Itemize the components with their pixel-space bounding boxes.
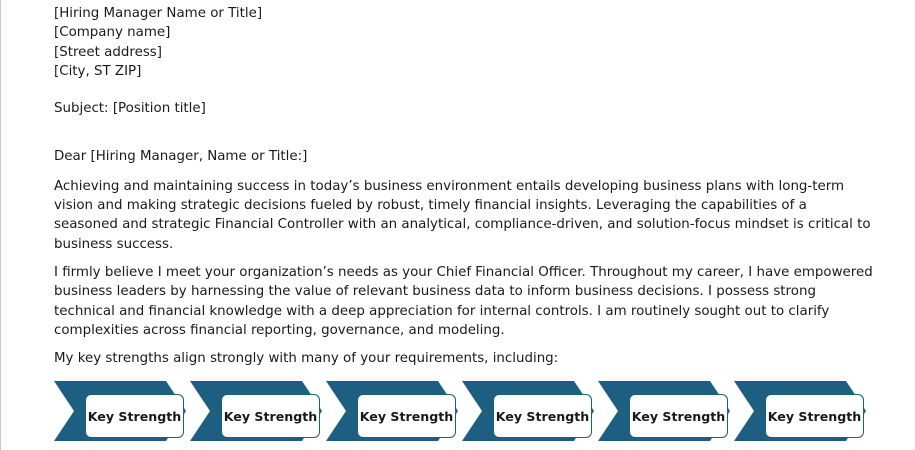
recipient-company[interactable]: [Company name] [54,25,171,41]
key-strength-item[interactable] [190,381,322,441]
key-strength-item[interactable] [54,381,186,441]
salutation[interactable]: Dear [Hiring Manager, Name or Title:] [54,149,308,165]
paragraph-1[interactable]: Achieving and maintaining success in today’s business environment entails developing business plans with long-term vision and making strategic decisions fueled by robust, timely financial insights. Leveraging the capabilities of a seasoned and strategic Financial Controller with an analytical, compliance-driven, and solution-focus mindset is critical to business success. [54,178,871,252]
recipient-street[interactable]: [Street address] [54,44,163,60]
strengths-intro[interactable]: My key strengths align strongly with many of your requirements, including: [54,351,559,367]
page-left-edge [0,0,1,450]
recipient-city[interactable]: [City, ST ZIP] [54,63,142,79]
key-strength-item[interactable] [598,381,730,441]
key-strengths-row [54,381,874,441]
key-strength-label[interactable]: Key Strength [85,394,184,438]
key-strength-label[interactable]: Key Strength [493,394,592,438]
key-strength-label[interactable]: Key Strength [765,394,864,438]
recipient-name[interactable]: [Hiring Manager Name or Title] [54,6,263,21]
key-strength-label[interactable]: Key Strength [357,394,456,438]
key-strength-item[interactable] [326,381,458,441]
letter-body [54,4,874,368]
paragraph-2[interactable]: I firmly believe I meet your organization’s needs as your Chief Financial Officer. Throughout my career, I have empowered business leaders by harnessing the value of relevant business data to inform business decisions. I possess strong technical and financial knowledge with a deep appreciation for internal controls. I am routinely sought out to clarify complexities across financial reporting, governance, and modeling. [54,264,873,338]
key-strength-item[interactable] [462,381,594,441]
key-strength-label[interactable]: Key Strength [629,394,728,438]
key-strength-label[interactable]: Key Strength [221,394,320,438]
key-strength-item[interactable] [734,381,866,441]
recipient-block [54,4,874,81]
subject-line[interactable]: Subject: [Position title] [54,101,206,117]
